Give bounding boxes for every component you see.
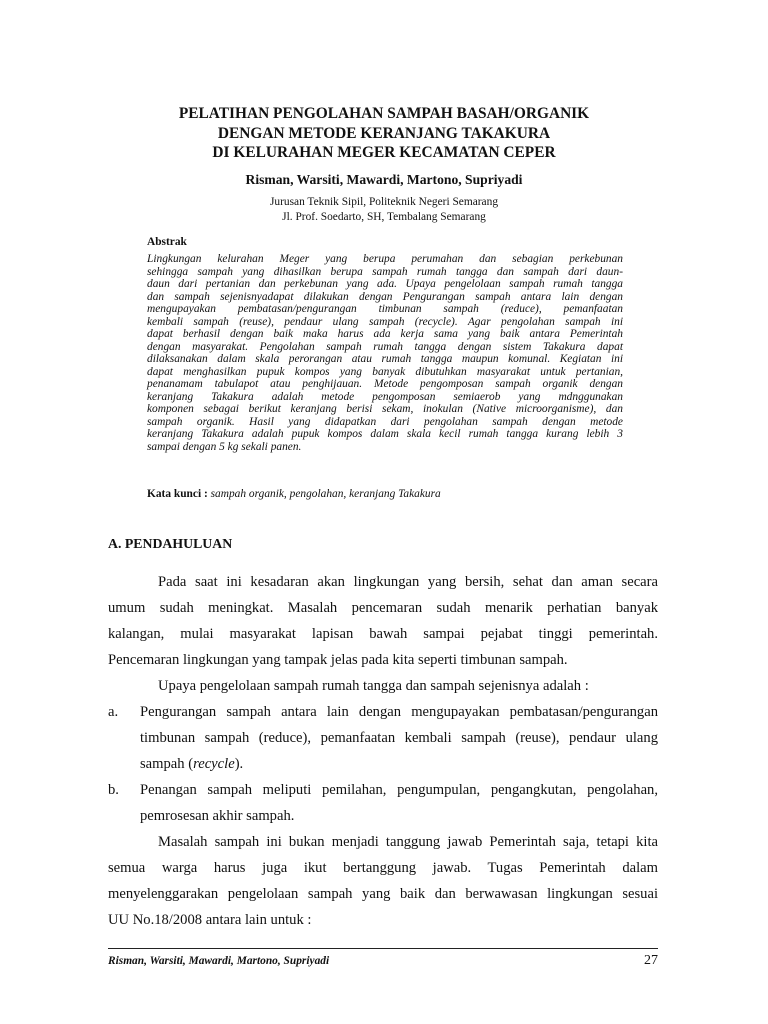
upaya-list — [108, 699, 658, 829]
footer-authors: Risman, Warsiti, Mawardi, Martono, Supriyadi — [108, 955, 330, 967]
abstract-body — [147, 253, 623, 453]
author-list: Risman, Warsiti, Mawardi, Martono, Supriyadi — [245, 172, 523, 187]
title-line-1: PELATIHAN PENGOLAHAN SAMPAH BASAH/ORGANIK — [178, 105, 590, 122]
recycle-term: recycle — [193, 756, 235, 772]
paragraph-line: Pada saat ini kesadaran akan lingkungan yang bersih, sehat dan aman secara — [158, 574, 658, 590]
paragraph-1 — [108, 569, 658, 699]
affiliation — [100, 195, 668, 225]
abstract-line: sehingga sampah yang dihasilkan berupa sampah rumah tangga dan sampah dari daun- — [147, 265, 623, 278]
abstract-line: daun dari pertanian dan perkebunan yang ada. Upaya pengelolaan sampah rumah tangga — [147, 278, 623, 290]
list-line-text: sampah ( — [140, 756, 194, 772]
list-line: pemrosesan akhir sampah. — [140, 808, 295, 824]
abstract-line: kembali sampah (reuse), pendaur ulang sampah (recycle). Agar pengolahan sampah ini — [147, 315, 623, 328]
abstract-line: komponen sebagai berikut keranjang berisi sekam, inokulan (Native microorganisme), dan — [147, 403, 623, 415]
abstract-line: dan sampah sejenisnyadapat dilakukan dengan Pengurangan sampah antara lain dengan — [147, 290, 623, 303]
paragraph-line: Pencemaran lingkungan yang tampak jelas pada kita seperti timbunan sampah. — [108, 652, 568, 668]
list-line: Penangan sampah meliputi pemilahan, pengumpulan, pengangkutan, pengolahan, — [140, 782, 658, 798]
list-item — [108, 777, 658, 829]
abstract-line: keranjang Takakura adalah metode pengomposan semiaerob yang mdnggunakan — [147, 390, 623, 403]
abstract-line: keranjang Takakura adalah pupuk kompos dalam skala kecil rumah tangga kurang lebih 3 — [147, 428, 623, 440]
list-marker: a. — [108, 704, 119, 720]
abstract-line: penanamam tabulapot atau penghijauan. Metode pengomposan sampah organik dengan — [147, 378, 623, 390]
abstract-heading: Abstrak — [147, 236, 187, 248]
list-line: Pengurangan sampah antara lain dengan mengupayakan pembatasan/pengurangan — [140, 704, 658, 720]
page-number: 27 — [644, 953, 658, 968]
list-marker: b. — [108, 782, 119, 798]
title-line-3: DI KELURAHAN MEGER KECAMATAN CEPER — [212, 144, 556, 161]
list-item — [108, 699, 658, 777]
abstract-line: dapat berhasil dengan baik maka harus ada kerja sama yang baik antara Pemerintah — [147, 328, 623, 340]
abstract-line: dengan masyarakat. Pengolahan sampah rumah tangga dengan sistem Takakura dapat — [147, 340, 623, 353]
abstract-line: Lingkungan kelurahan Meger yang berupa perumahan dan sebagian perkebunan — [147, 253, 623, 265]
affiliation-line-1: Jurusan Teknik Sipil, Politeknik Negeri Semarang — [269, 196, 499, 208]
paper-title — [100, 104, 668, 163]
list-line-text: ). — [234, 756, 244, 772]
paragraph-line: kalangan, mulai masyarakat lapisan bawah sampai pejabat tinggi pemerintah. — [108, 626, 658, 642]
paragraph-3 — [108, 829, 658, 933]
paragraph-line: UU No.18/2008 antara lain untuk : — [108, 912, 312, 928]
abstract-line: dilaksanakan dalam skala perorangan atau rumah tangga maupun komunal. Kegiatan ini — [147, 353, 623, 365]
paragraph-2: Upaya pengelolaan sampah rumah tangga dan sampah sejenisnya adalah : — [158, 678, 589, 694]
abstract-line: mengupayakan pembatasan/pengurangan timbunan sampah (reduce), pemanfaatan — [147, 303, 623, 315]
affiliation-line-2: Jl. Prof. Soedarto, SH, Tembalang Semarang — [282, 211, 486, 223]
keywords-value: sampah organik, pengolahan, keranjang Takakura — [210, 488, 441, 500]
paragraph-line: Masalah sampah ini bukan menjadi tanggung jawab Pemerintah saja, tetapi kita — [158, 834, 658, 850]
footer-rule — [108, 948, 658, 949]
list-line — [140, 751, 658, 777]
keywords — [147, 488, 441, 500]
abstract-line: sampah organik. Hasil yang didapatkan dari pengolahan sampah dengan metode — [147, 415, 623, 428]
paragraph-line: semua warga harus juga ikut bertanggung jawab. Tugas Pemerintah dalam — [108, 860, 658, 876]
title-line-2: DENGAN METODE KERANJANG TAKAKURA — [217, 124, 551, 142]
abstract-line: sampai dengan 5 kg sekali panen. — [147, 440, 302, 453]
list-line: timbunan sampah (reduce), pemanfaatan kembali sampah (reuse), pendaur ulang — [140, 730, 658, 746]
keywords-label: Kata kunci : — [147, 488, 208, 500]
abstract-line: dapat menghasilkan pupuk kompos yang banyak dibutuhkan masyarakat untuk pertanian, — [147, 365, 623, 378]
paragraph-line: umum sudah meningkat. Masalah pencemaran sudah menarik perhatian banyak — [108, 600, 658, 616]
section-heading: A. PENDAHULUAN — [108, 536, 233, 551]
paragraph-line: menyelenggarakan pengelolaan sampah yang baik dan berwawasan lingkungan sesuai — [108, 886, 658, 902]
